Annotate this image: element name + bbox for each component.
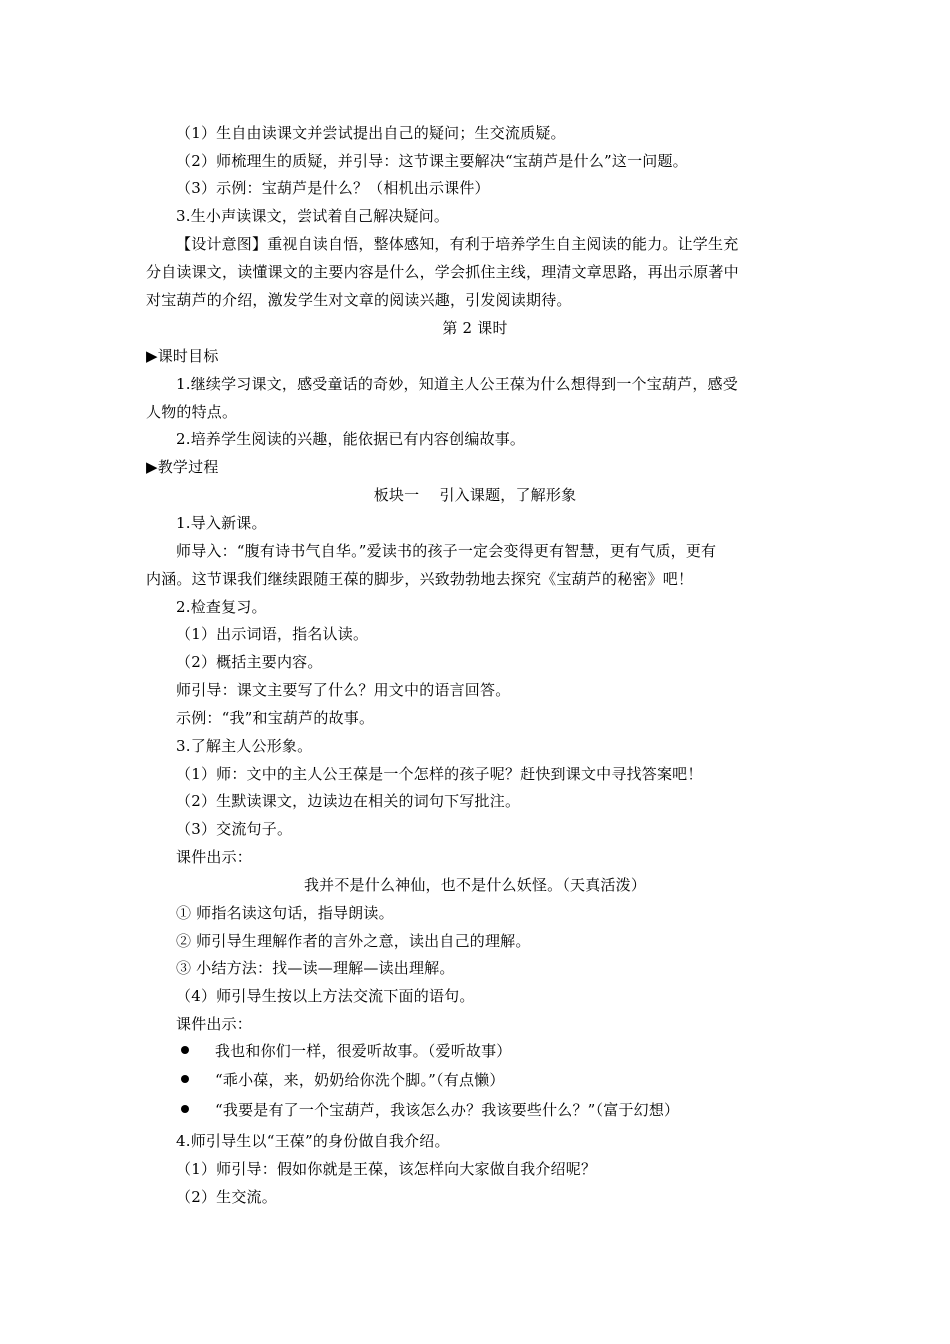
text-line: ② 师引导生理解作者的言外之意，读出自己的理解。: [176, 932, 531, 950]
section-heading-block-1: 板块一 引入课题，了解形象: [373, 486, 577, 504]
text-line: 示例：“我”和宝葫芦的故事。: [176, 709, 375, 727]
text-line: （1）出示词语，指名认读。: [176, 625, 369, 643]
text-line: （1）师引导：假如你就是王葆，该怎样向大家做自我介绍呢？: [176, 1160, 597, 1178]
text-line: （1）师：文中的主人公王葆是一个怎样的孩子呢？赶快到课文中寻找答案吧！: [176, 765, 703, 783]
subheading-process: ▶教学过程: [146, 458, 219, 476]
text-line: 1.导入新课。: [176, 514, 267, 532]
bullet-icon: [181, 1105, 189, 1113]
text-line: 人物的特点。: [146, 403, 238, 421]
subheading-objectives: ▶课时目标: [146, 347, 219, 365]
text-line: （4）师引导生按以上方法交流下面的语句。: [176, 987, 475, 1005]
bullet-item: “我要是有了一个宝葫芦，我该怎么办？我该要些什么？”（富于幻想）: [215, 1101, 680, 1119]
bullet-item: 我也和你们一样，很爱听故事。（爱听故事）: [215, 1042, 512, 1060]
text-line: 4.师引导生以“王葆”的身份做自我介绍。: [176, 1132, 450, 1150]
text-line: （2）概括主要内容。: [176, 653, 323, 671]
text-line: 师导入：“腹有诗书气自华。”爱读书的孩子一定会变得更有智慧，更有气质，更有: [176, 542, 717, 560]
text-line: （3）示例：宝葫芦是什么？（相机出示课件）: [176, 179, 490, 197]
text-line: （2）师梳理生的质疑，并引导：这节课主要解决“宝葫芦是什么”这一问题。: [176, 152, 688, 170]
text-line: 师引导：课文主要写了什么？用文中的语言回答。: [176, 681, 511, 699]
text-line: 1.继续学习课文，感受童话的奇妙，知道主人公王葆为什么想得到一个宝葫芦，感受: [176, 375, 738, 393]
section-heading-lesson-2: 第 2 课时: [442, 319, 508, 337]
text-line: ① 师指名读这句话，指导朗读。: [176, 904, 394, 922]
text-line: ③ 小结方法：找—读—理解—读出理解。: [176, 959, 455, 977]
text-line: 3.了解主人公形象。: [176, 737, 313, 755]
text-line: （1）生自由读课文并尝试提出自己的疑问；生交流质疑。: [176, 124, 566, 142]
bullet-icon: [181, 1046, 189, 1054]
text-line: 对宝葫芦的介绍，激发学生对文章的阅读兴趣，引发阅读期待。: [146, 291, 572, 309]
text-line: 3.生小声读课文，尝试着自己解决疑问。: [176, 207, 450, 225]
text-line: （3）交流句子。: [176, 820, 293, 838]
text-line: 内涵。这节课我们继续跟随王葆的脚步，兴致勃勃地去探究《宝葫芦的秘密》吧！: [146, 570, 694, 588]
text-line: 分自读课文，读懂课文的主要内容是什么，学会抓住主线，理清文章思路，再出示原著中: [146, 263, 739, 281]
courseware-quote: 我并不是什么神仙，也不是什么妖怪。（天真活泼）: [303, 876, 647, 894]
text-line: （2）生默读课文，边读边在相关的词句下写批注。: [176, 792, 521, 810]
bullet-item: “乖小葆，来，奶奶给你洗个脚。”（有点懒）: [215, 1071, 505, 1089]
text-line: （2）生交流。: [176, 1188, 277, 1206]
design-intent-paragraph: 【设计意图】重视自读自悟，整体感知，有利于培养学生自主阅读的能力。让学生充: [176, 235, 739, 253]
text-line: 2.培养学生阅读的兴趣，能依据已有内容创编故事。: [176, 430, 526, 448]
bullet-icon: [181, 1075, 189, 1083]
text-line: 课件出示：: [176, 1015, 253, 1033]
text-line: 2.检查复习。: [176, 598, 267, 616]
text-line: 课件出示：: [176, 848, 253, 866]
